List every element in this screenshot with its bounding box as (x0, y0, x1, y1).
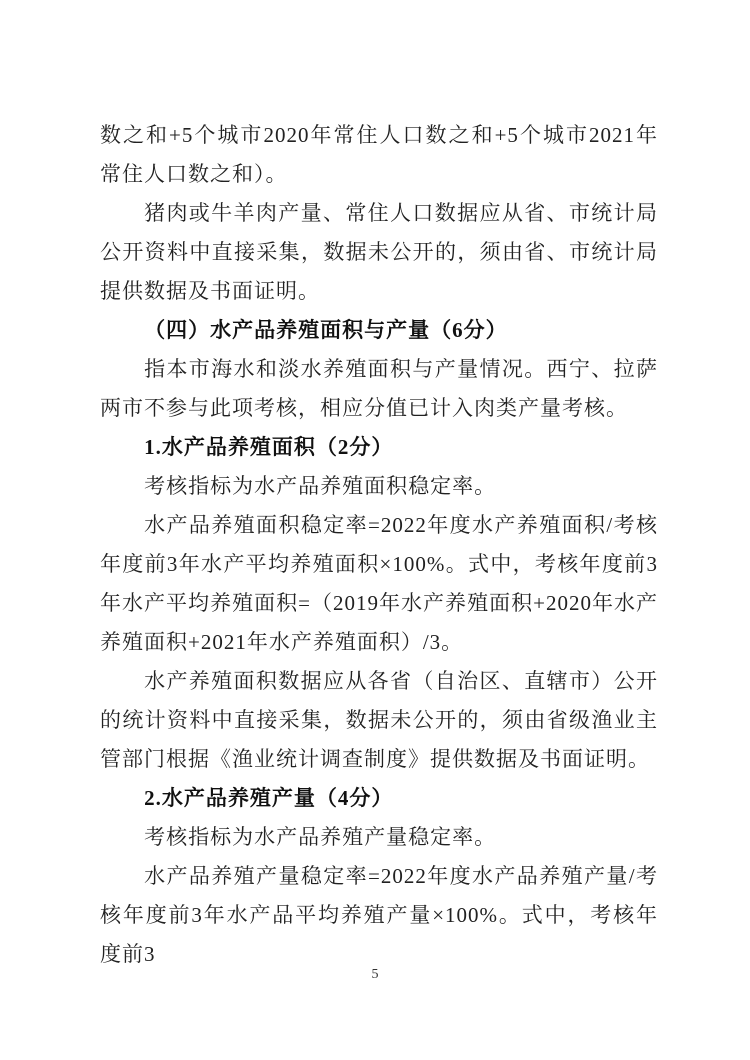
page-number: 5 (371, 967, 379, 982)
section-heading: （四）水产品养殖面积与产量（6分） (144, 318, 508, 342)
body-paragraph: 考核指标为水产品养殖面积稳定率。 (144, 474, 497, 498)
body-paragraph: 水产养殖面积数据应从各省（自治区、直辖市）公开的统计资料中直接采集，数据未公开的，须由省级渔业主管部门根据《渔业统计调查制度》提供数据及书面证明。 (100, 669, 658, 771)
body-paragraph: 猪肉或牛羊肉产量、常住人口数据应从省、市统计局公开资料中直接采集，数据未公开的，须由省、市统计局提供数据及书面证明。 (100, 201, 658, 303)
body-paragraph: 指本市海水和淡水养殖面积与产量情况。西宁、拉萨两市不参与此项考核，相应分值已计入肉类产量考核。 (100, 357, 658, 420)
body-paragraph: 考核指标为水产品养殖产量稳定率。 (144, 825, 497, 849)
body-paragraph-continued: 数之和+5个城市2020年常住人口数之和+5个城市2021年常住人口数之和）。 (100, 123, 658, 186)
body-paragraph-formula: 水产品养殖产量稳定率=2022年度水产品养殖产量/考核年度前3年水产品平均养殖产量×100%。式中，考核年度前3 (100, 864, 658, 966)
text-block (100, 116, 658, 974)
body-paragraph-formula: 水产品养殖面积稳定率=2022年度水产养殖面积/考核年度前3年水产平均养殖面积×100%。式中，考核年度前3年水产平均养殖面积=（2019年水产养殖面积+2020年水产养殖面积+2021年水产养殖面积）/3。 (100, 513, 658, 654)
sub-heading: 1.水产品养殖面积（2分） (144, 435, 394, 459)
sub-heading: 2.水产品养殖产量（4分） (144, 786, 394, 810)
